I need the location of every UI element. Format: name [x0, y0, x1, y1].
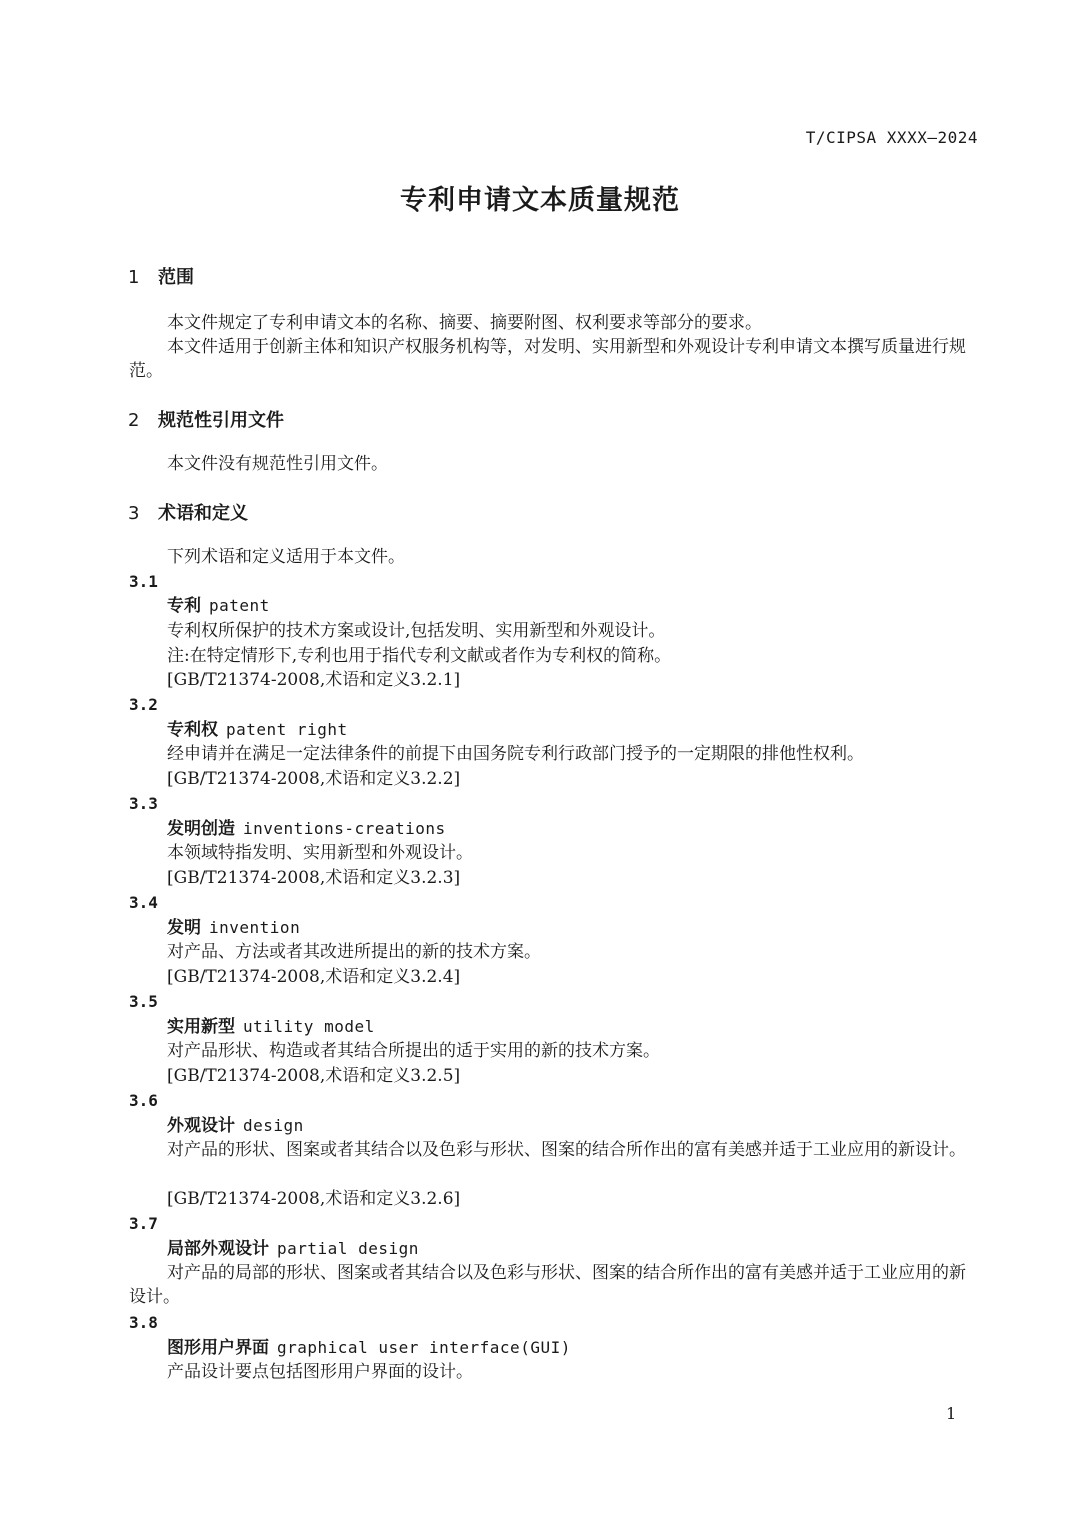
- term-source: [GB/T21374-2008,术语和定义3.2.4]: [167, 967, 461, 987]
- section-title: 规范性引用文件: [158, 410, 284, 431]
- term-name: [167, 718, 348, 742]
- term-name-en: graphical user interface(GUI): [277, 1338, 571, 1357]
- term-definition: 对产品形状、构造或者其结合所提出的适于实用的新的技术方案。: [167, 1041, 660, 1061]
- term-name-zh: 图形用户界面: [167, 1338, 269, 1358]
- term-definition: 经申请并在满足一定法律条件的前提下由国务院专利行政部门授予的一定期限的排他性权利。: [167, 744, 864, 764]
- term-name-zh: 专利权: [167, 720, 218, 740]
- term-number: 3.4: [129, 893, 158, 912]
- term-name: [167, 1237, 419, 1261]
- term-name-en: partial design: [277, 1239, 419, 1258]
- term-note: 注:在特定情形下,专利也用于指代专利文献或者作为专利权的简称。: [167, 646, 672, 666]
- term-source: [GB/T21374-2008,术语和定义3.2.5]: [167, 1066, 461, 1086]
- term-number: 3.3: [129, 794, 158, 813]
- section-heading-scope: [128, 263, 194, 289]
- term-name-zh: 发明: [167, 918, 201, 938]
- term-definition: 对产品的局部的形状、图案或者其结合以及色彩与形状、图案的结合所作出的富有美感并适于工业应用的新设计。: [129, 1263, 966, 1307]
- term-name: [167, 594, 270, 618]
- term-source: [GB/T21374-2008,术语和定义3.2.6]: [167, 1189, 461, 1209]
- section-title: 术语和定义: [158, 503, 248, 524]
- terms-intro-paragraph: 下列术语和定义适用于本文件。: [167, 547, 405, 567]
- term-name-en: patent right: [226, 720, 348, 739]
- term-name-zh: 局部外观设计: [167, 1239, 269, 1259]
- term-name: [167, 1114, 304, 1138]
- term-name-en: patent: [209, 596, 270, 615]
- term-name-en: inventions-creations: [243, 819, 446, 838]
- term-source: [GB/T21374-2008,术语和定义3.2.1]: [167, 670, 461, 690]
- term-name-en: invention: [209, 918, 301, 937]
- term-number: 3.5: [129, 992, 158, 1011]
- term-definition: 对产品的形状、图案或者其结合以及色彩与形状、图案的结合所作出的富有美感并适于工业应用的新设计。: [167, 1140, 966, 1160]
- document-title: 专利申请文本质量规范: [400, 185, 680, 216]
- term-number: 3.6: [129, 1091, 158, 1110]
- term-name-en: design: [243, 1116, 304, 1135]
- section-number: 3: [128, 503, 140, 524]
- term-definition: 本领域特指发明、实用新型和外观设计。: [167, 843, 473, 863]
- term-definition: 专利权所保护的技术方案或设计,包括发明、实用新型和外观设计。: [167, 621, 666, 641]
- term-source: [GB/T21374-2008,术语和定义3.2.3]: [167, 868, 461, 888]
- page-number: 1: [946, 1404, 957, 1423]
- term-number: 3.7: [129, 1214, 158, 1233]
- term-number: 3.8: [129, 1313, 158, 1332]
- section-number: 2: [128, 410, 140, 431]
- term-name: [167, 1015, 375, 1039]
- normative-references-paragraph: 本文件没有规范性引用文件。: [167, 454, 388, 474]
- term-source: [GB/T21374-2008,术语和定义3.2.2]: [167, 769, 461, 789]
- scope-paragraph-2: 本文件适用于创新主体和知识产权服务机构等，对发明、实用新型和外观设计专利申请文本撰写质量进行规范。: [129, 337, 966, 381]
- scope-paragraph-1: 本文件规定了专利申请文本的名称、摘要、摘要附图、权利要求等部分的要求。: [167, 313, 762, 333]
- term-definition: 产品设计要点包括图形用户界面的设计。: [167, 1362, 473, 1382]
- section-title: 范围: [158, 267, 194, 288]
- section-heading-terms: [128, 499, 248, 525]
- term-name-zh: 发明创造: [167, 819, 235, 839]
- term-name-en: utility model: [243, 1017, 375, 1036]
- term-name-zh: 专利: [167, 596, 201, 616]
- term-name: [167, 916, 300, 940]
- term-name-zh: 实用新型: [167, 1017, 235, 1037]
- term-number: 3.2: [129, 695, 158, 714]
- term-definition: 对产品、方法或者其改进所提出的新的技术方案。: [167, 942, 541, 962]
- term-name: [167, 1336, 571, 1360]
- term-number: 3.1: [129, 572, 158, 591]
- term-name-zh: 外观设计: [167, 1116, 235, 1136]
- section-heading-normative-references: [128, 406, 284, 432]
- term-name: [167, 817, 446, 841]
- document-code: T/CIPSA XXXX—2024: [805, 128, 978, 147]
- section-number: 1: [128, 267, 140, 288]
